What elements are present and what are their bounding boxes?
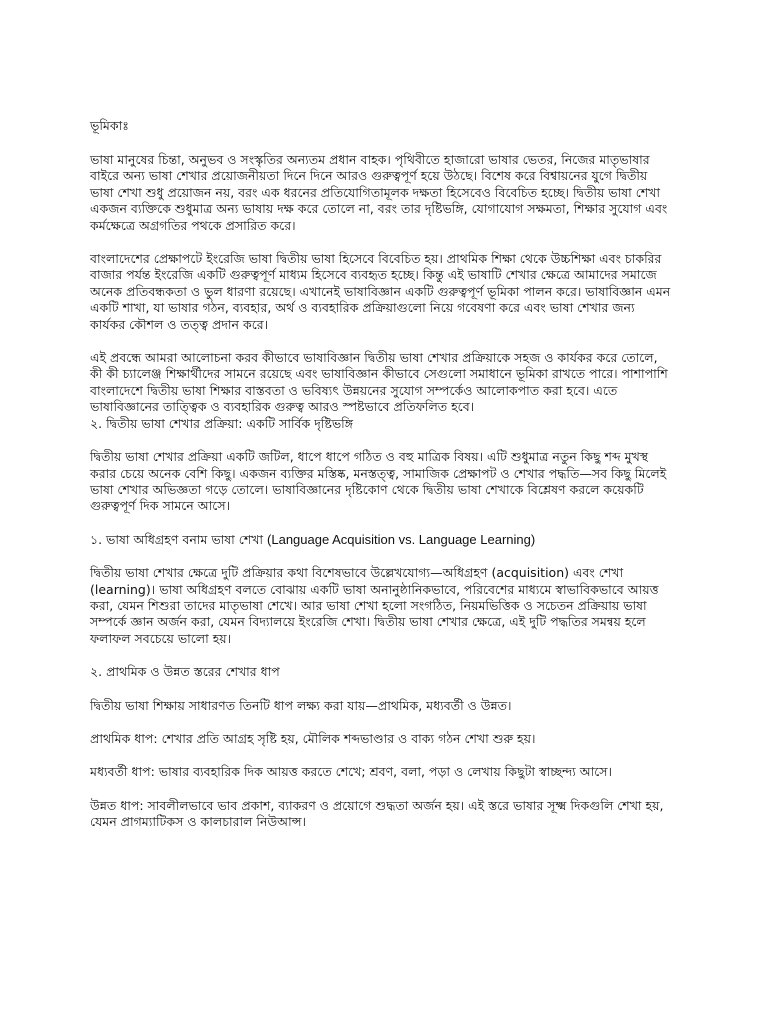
- stage-basic: প্রাথমিক ধাপ: শেখার প্রতি আগ্রহ সৃষ্টি হয়, মৌলিক শব্দভাণ্ডার ও বাক্য গঠন শেখা শুরু হয়।: [90, 730, 536, 746]
- intro-paragraph-3: এই প্রবন্ধে আমরা আলোচনা করব কীভাবে ভাষাবিজ্ঞান দ্বিতীয় ভাষা শেখার প্রক্রিয়াকে সহজ ও কার্যকর করে তোলে, কী কী চ্যালেঞ্জ শিক্ষার্থীদের সামনে রয়েছে এবং ভাষাবিজ্ঞান কীভাবে সেগুলো সমাধানে ভূমিকা রাখতে পারে। পাশাপাশি বাংলাদেশে দ্বিতীয় ভাষা শিক্ষার বাস্তবতা ও ভবিষ্যৎ উন্নয়নের সুযোগ সম্পর্কেও আলোকপাত করা হবে। এতে ভাষাবিজ্ঞানের তাত্ত্বিক ও ব্যবহারিক গুরুত্ব আরও স্পষ্টভাবে প্রতিফলিত হবে।: [90, 350, 668, 415]
- subsection-1-heading-bangla: ১. ভাষা অধিগ্রহণ বনাম ভাষা শেখা: [90, 531, 268, 547]
- subsection-1-heading-english: (Language Acquisition vs. Language Learning): [267, 531, 536, 547]
- subsection-1-heading: [90, 532, 672, 548]
- subsection-2-heading: ২. প্রাথমিক ও উন্নত স্তরের শেখার ধাপ: [90, 664, 280, 680]
- section-2-intro: দ্বিতীয় ভাষা শেখার প্রক্রিয়া একটি জটিল, ধাপে ধাপে গঠিত ও বহু মাত্রিক বিষয়। এটি শুধুমাত্র নতুন কিছু শব্দ মুখস্থ করার চেয়ে অনেক বেশি কিছু। একজন ব্যক্তির মস্তিষ্ক, মনস্তত্ত্ব, সামাজিক প্রেক্ষাপট ও শেখার পদ্ধতি—সব কিছু মিলেই ভাষা শেখার অভিজ্ঞতা গড়ে তোলে। ভাষাবিজ্ঞানের দৃষ্টিকোণ থেকে দ্বিতীয় ভাষা শেখাকে বিশ্লেষণ করলে কয়েকটি গুরুত্বপূর্ণ দিক সামনে আসে।: [90, 449, 667, 514]
- section-2-heading: ২. দ্বিতীয় ভাষা শেখার প্রক্রিয়া: একটি সার্বিক দৃষ্টিভঙ্গি: [90, 415, 354, 431]
- stage-intermediate: মধ্যবর্তী ধাপ: ভাষার ব্যবহারিক দিক আয়ত্ত করতে শেখে; শ্রবণ, বলা, পড়া ও লেখায় কিছুটা স্বাচ্ছন্দ্য আসে।: [90, 764, 613, 780]
- intro-heading: ভূমিকাঃ: [90, 118, 129, 133]
- intro-paragraph-1: ভাষা মানুষের চিন্তা, অনুভব ও সংস্কৃতির অন্যতম প্রধান বাহক। পৃথিবীতে হাজারো ভাষার ভেতর, নিজের মাতৃভাষার বাইরে অন্য ভাষা শেখার প্রয়োজনীয়তা দিনে দিনে আরও গুরুত্বপূর্ণ হয়ে উঠছে। বিশেষ করে বিশ্বায়নের যুগে দ্বিতীয় ভাষা শেখা শুধু প্রয়োজন নয়, বরং এক ধরনের প্রতিযোগিতামূলক দক্ষতা হিসেবেও বিবেচিত হচ্ছে। দ্বিতীয় ভাষা শেখা একজন ব্যক্তিকে শুধুমাত্র অন্য ভাষায় দক্ষ করে তোলে না, বরং তার দৃষ্টিভঙ্গি, যোগাযোগ সক্ষমতা, শিক্ষার সুযোগ এবং কর্মক্ষেত্রে অগ্রগতির পথকে প্রসারিত করে।: [90, 152, 668, 233]
- subsection-1-body: দ্বিতীয় ভাষা শেখার ক্ষেত্রে দুটি প্রক্রিয়ার কথা বিশেষভাবে উল্লেখযোগ্য—অধিগ্রহণ (acquisition) এবং শেখা (learning)। ভাষা অধিগ্রহণ বলতে বোঝায় একটি ভাষা অনানুষ্ঠানিকভাবে, পরিবেশের মাধ্যমে স্বাভাবিকভাবে আয়ত্ত করা, যেমন শিশুরা তাদের মাতৃভাষা শেখে। আর ভাষা শেখা হলো সংগঠিত, নিয়মভিত্তিক ও সচেতন প্রক্রিয়ায় ভাষা সম্পর্কে জ্ঞান অর্জন করা, যেমন বিদ্যালয়ে ইংরেজি শেখা। দ্বিতীয় ভাষা শেখার ক্ষেত্রে, এই দুটি পদ্ধতির সমন্বয় হলে ফলাফল সবচেয়ে ভালো হয়।: [90, 565, 659, 646]
- subsection-2-intro: দ্বিতীয় ভাষা শিক্ষায় সাধারণত তিনটি ধাপ লক্ষ্য করা যায়—প্রাথমিক, মধ্যবর্তী ও উন্নত।: [90, 697, 512, 713]
- stage-advanced: উন্নত ধাপ: সাবলীলভাবে ভাব প্রকাশ, ব্যাকরণ ও প্রয়োগে শুদ্ধতা অর্জন হয়। এই স্তরে ভাষার সূক্ষ্ম দিকগুলি শেখা হয়, যেমন প্রাগম্যাটিকস ও কালচারাল নিউআন্স।: [90, 797, 664, 830]
- intro-paragraph-2: বাংলাদেশের প্রেক্ষাপটে ইংরেজি ভাষা দ্বিতীয় ভাষা হিসেবে বিবেচিত হয়। প্রাথমিক শিক্ষা থেকে উচ্চশিক্ষা এবং চাকরির বাজার পর্যন্ত ইংরেজি একটি গুরুত্বপূর্ণ মাধ্যম হিসেবে ব্যবহৃত হচ্ছে। কিন্তু এই ভাষাটি শেখার ক্ষেত্রে আমাদের সমাজে অনেক প্রতিবন্ধকতা ও ভুল ধারণা রয়েছে। এখানেই ভাষাবিজ্ঞান একটি গুরুত্বপূর্ণ ভূমিকা পালন করে। ভাষাবিজ্ঞান এমন একটি শাখা, যা ভাষার গঠন, ব্যবহার, অর্থ ও ব্যবহারিক প্রক্রিয়াগুলো নিয়ে গবেষণা করে এবং ভাষা শেখার জন্য কার্যকর কৌশল ও তত্ত্ব প্রদান করে।: [90, 251, 671, 332]
